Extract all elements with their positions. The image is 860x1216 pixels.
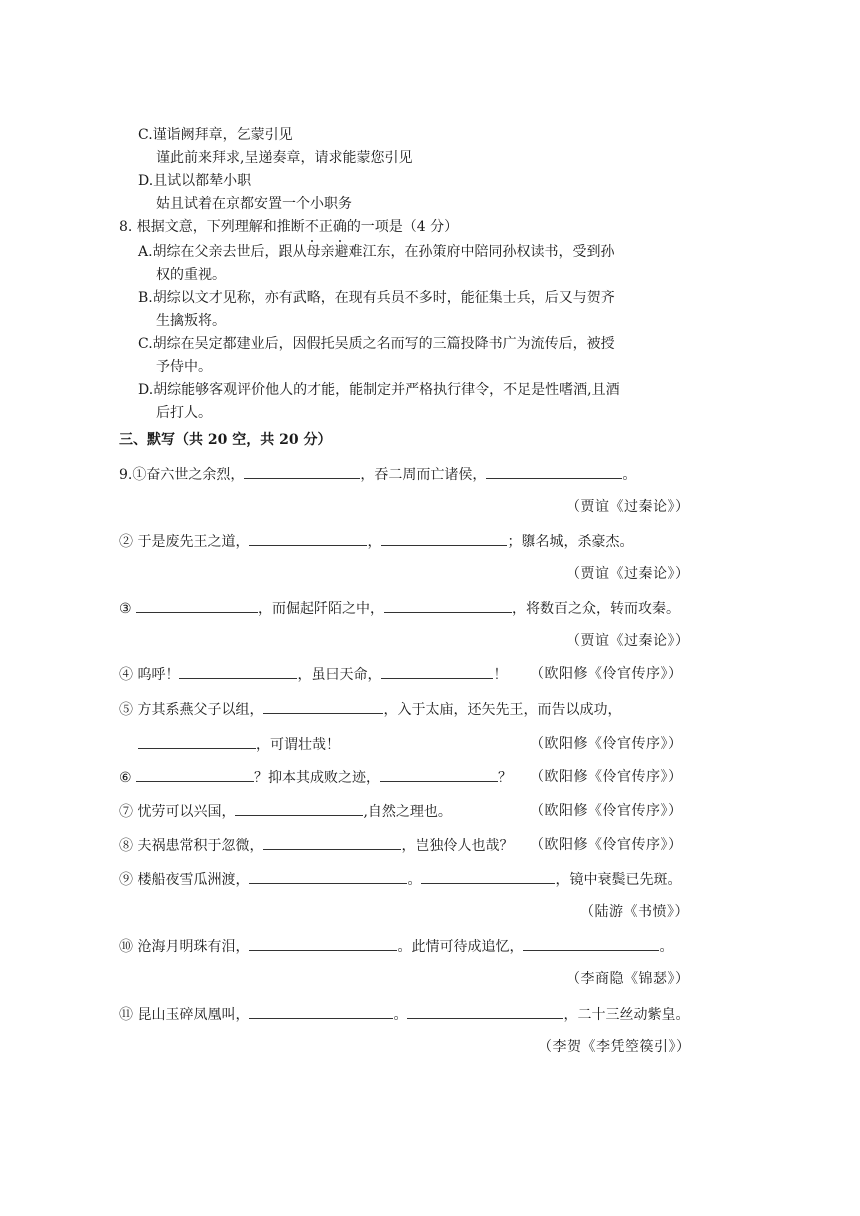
- item-source: （欧阳修《伶官传序》）: [530, 837, 683, 853]
- item-text: ，吞二周而亡诸侯，: [360, 467, 487, 483]
- item-text: ？: [498, 770, 513, 786]
- dictation-item-10: [119, 936, 673, 957]
- item-text: ④ 呜呼！: [119, 667, 180, 683]
- dictation-item-11: [119, 1004, 689, 1025]
- answer-blank[interactable]: [138, 734, 256, 749]
- q8-stem: [119, 217, 458, 237]
- answer-blank[interactable]: [249, 531, 367, 546]
- dictation-item-4: [119, 664, 507, 685]
- q8-option-c-line1: C.胡综在吴定都建业后，因假托吴质之名而写的三篇投降书广为流传后，被授: [138, 336, 615, 352]
- answer-blank[interactable]: [263, 835, 401, 850]
- q8-option-b-line1: B.胡综以文才见称，亦有武略，在现有兵员不多时，能征集士兵，后又与贺齐: [138, 290, 615, 306]
- answer-blank[interactable]: [486, 464, 622, 479]
- item-text: ⑧ 夫祸患常积于忽微，: [119, 838, 264, 854]
- dictation-item-3: [119, 598, 680, 619]
- answer-blank[interactable]: [381, 531, 507, 546]
- item-source: （贾谊《过秦论》）: [566, 633, 690, 649]
- item-text: ，镜中衰鬓已先斑。: [555, 872, 682, 888]
- q8-option-a-line1: A.胡综在父亲去世后，跟从母亲避难江东，在孙策府中陪同孙权读书，受到孙: [138, 244, 615, 260]
- item-source: （李商隐《锦瑟》）: [566, 971, 690, 987]
- item-text: ，二十三丝动紫皇。: [563, 1007, 690, 1023]
- q7-option-c-translation: 谨此前来拜求,呈递奏章，请求能蒙您引见: [156, 150, 413, 166]
- item-text: ⑪ 昆山玉碎凤凰叫，: [119, 1007, 250, 1023]
- answer-blank[interactable]: [249, 869, 407, 884]
- dictation-item-1: [119, 464, 636, 485]
- item-text: 。: [622, 467, 637, 483]
- answer-blank[interactable]: [179, 664, 297, 679]
- item-text: ,自然之理也。: [363, 804, 452, 820]
- q8-stem-mid: 正: [318, 219, 333, 235]
- item-source: （欧阳修《伶官传序》）: [530, 803, 683, 819]
- item-source: （贾谊《过秦论》）: [566, 566, 690, 582]
- answer-blank[interactable]: [249, 936, 397, 951]
- dictation-item-5-cont: [138, 734, 340, 755]
- answer-blank[interactable]: [235, 801, 363, 816]
- item-source: （贾谊《过秦论》）: [566, 499, 690, 515]
- item-text: 。此情可待成追忆，: [397, 939, 524, 955]
- item-source: （李贺《李凭箜篌引》）: [538, 1039, 691, 1055]
- dictation-item-2: [119, 531, 633, 552]
- item-text: ，入于太庙，还矢先王，而告以成功，: [383, 702, 622, 718]
- answer-blank[interactable]: [384, 598, 512, 613]
- item-text: ，将数百之众，转而攻秦。: [512, 601, 681, 617]
- item-source: （欧阳修《伶官传序》）: [530, 736, 683, 752]
- item-text: 。: [393, 1007, 408, 1023]
- answer-blank[interactable]: [244, 464, 360, 479]
- answer-blank[interactable]: [421, 869, 555, 884]
- item-text: ，可谓壮哉！: [256, 737, 340, 753]
- answer-blank[interactable]: [380, 767, 498, 782]
- item-text: ③: [119, 601, 137, 617]
- item-text: ，岂独伶人也哉？: [401, 838, 514, 854]
- item-text: ② 于是废先王之道，: [119, 534, 250, 550]
- item-source: （欧阳修《伶官传序》）: [530, 666, 683, 682]
- item-text: ，而倔起阡陌之中，: [258, 601, 385, 617]
- dictation-item-9: [119, 869, 681, 890]
- q8-option-d-line1: D.胡综能够客观评价他人的才能，能制定并严格执行律令，不足是性嗜酒,且酒: [138, 382, 620, 398]
- item-text: ，: [367, 534, 382, 550]
- answer-blank[interactable]: [136, 598, 258, 613]
- q8-option-a-line2: 权的重视。: [156, 267, 226, 283]
- dictation-item-5: [119, 699, 621, 720]
- item-text: ，虽曰天命，: [297, 667, 382, 683]
- item-text: ⑩ 沧海月明珠有泪，: [119, 939, 250, 955]
- dictation-item-6: [119, 767, 512, 788]
- item-text: ！: [493, 667, 508, 683]
- q8-stem-post: 的一项是（4 分）: [346, 219, 459, 235]
- item-text: 。: [659, 939, 674, 955]
- item-text: ⑥: [119, 770, 137, 786]
- answer-blank[interactable]: [136, 767, 254, 782]
- q8-stem-emph-1: 不: [304, 219, 319, 235]
- answer-blank[interactable]: [249, 1004, 393, 1019]
- q8-stem-emph-2: 确: [332, 219, 347, 235]
- answer-blank[interactable]: [381, 664, 493, 679]
- item-text: 9.①奋六世之余烈，: [119, 467, 245, 483]
- item-text: ⑦ 忧劳可以兴国，: [119, 804, 236, 820]
- item-text: 。: [407, 872, 422, 888]
- q7-option-d: D.且试以都辇小职: [138, 173, 252, 189]
- q8-option-d-line2: 后打人。: [156, 405, 212, 421]
- dictation-item-7: [119, 801, 452, 822]
- answer-blank[interactable]: [523, 936, 659, 951]
- q8-stem-pre: 8. 根据文意，下列理解和推断: [119, 219, 305, 235]
- section-title: 三、默写（共 20 空，共 20 分）: [119, 432, 332, 448]
- item-text: ？抑本其成败之迹，: [254, 770, 381, 786]
- q7-option-d-translation: 姑且试着在京都安置一个小职务: [156, 196, 352, 212]
- answer-blank[interactable]: [263, 699, 383, 714]
- q8-option-b-line2: 生擒叛将。: [156, 313, 226, 329]
- item-source: （欧阳修《伶官传序》）: [530, 769, 683, 785]
- answer-blank[interactable]: [407, 1004, 563, 1019]
- item-text: ⑨ 楼船夜雪瓜洲渡，: [119, 872, 250, 888]
- q7-option-c: C.谨诣阙拜章，乞蒙引见: [138, 127, 293, 143]
- dictation-item-8: [119, 835, 513, 856]
- item-source: （陆游《书愤》）: [580, 904, 689, 920]
- q8-option-c-line2: 予侍中。: [156, 359, 212, 375]
- item-text: ；隳名城，杀豪杰。: [507, 534, 634, 550]
- item-text: ⑤ 方其系燕父子以组，: [119, 702, 264, 718]
